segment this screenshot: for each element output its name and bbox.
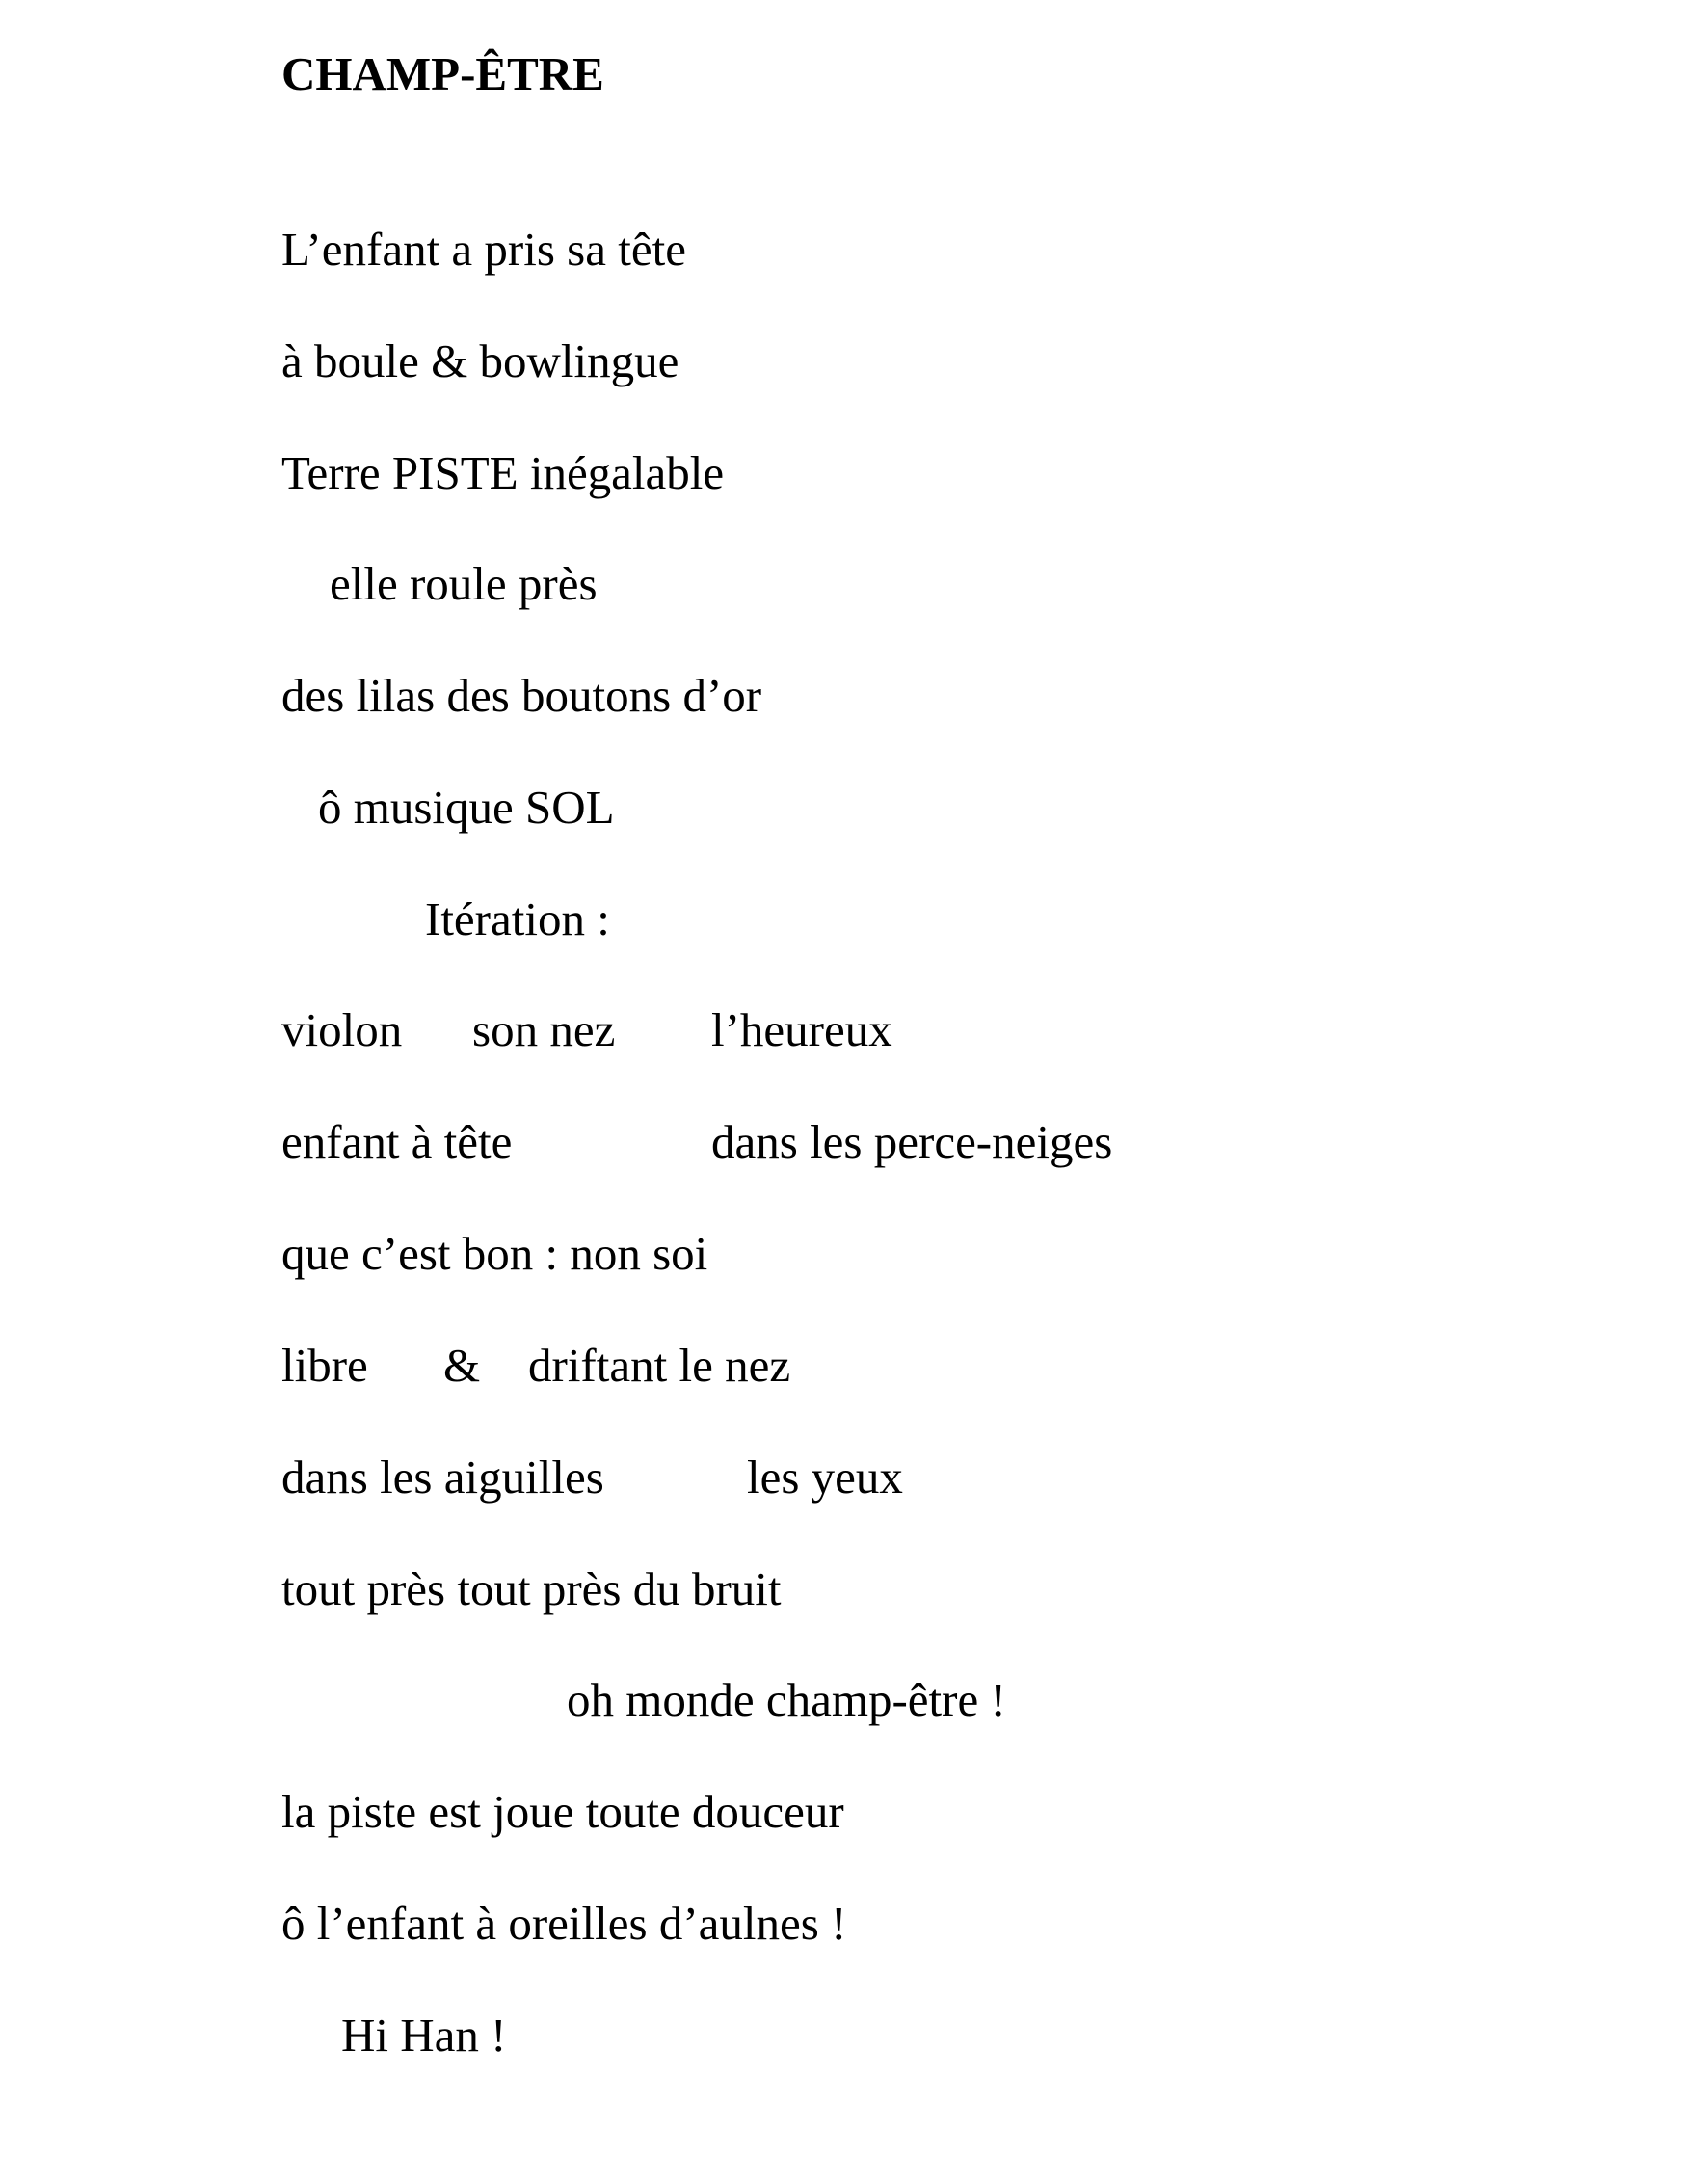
poem-line-11-part-3: driftant le nez [528,1339,791,1392]
poem-line-9-part-1: enfant à tête [281,1115,513,1168]
poem-line-15: la piste est joue toute douceur [281,1785,844,1838]
poem-line-16: ô l’enfant à oreilles d’aulnes ! [281,1897,847,1950]
poem-line-2: à boule & bowlingue [281,334,679,387]
poem-title: CHAMP-ÊTRE [281,47,604,100]
poem-line-5: des lilas des boutons d’or [281,669,762,722]
poem-line-9 [0,1115,1703,1176]
poem-line-11-part-2: & [443,1339,481,1392]
poem-line-11-part-1: libre [281,1339,368,1392]
poem-line-13: tout près tout près du bruit [281,1562,782,1615]
poem-line-8-part-3: l’heureux [711,1003,892,1056]
poem-line-17: Hi Han ! [341,2009,507,2062]
poem-line-7: Itération : [425,892,610,946]
poem-line-1: L’enfant a pris sa tête [281,223,686,276]
poem-line-12-part-2: les yeux [747,1451,903,1504]
poem-line-6: ô musique SOL [318,781,615,834]
poem-line-14: oh monde champ-être ! [567,1673,1006,1726]
poem-line-3: Terre PISTE inégalable [281,446,725,499]
poem-line-8 [0,1003,1703,1064]
poem-line-8-part-1: violon [281,1003,403,1056]
poem-line-12-part-1: dans les aiguilles [281,1451,604,1504]
poem-line-4: elle roule près [330,557,598,610]
poem-line-12 [0,1453,1703,1511]
poem-line-10: que c’est bon : non soi [281,1227,708,1280]
poem-line-11 [0,1339,1703,1399]
poem-line-8-part-2: son nez [472,1003,616,1056]
poem-line-9-part-2: dans les perce-neiges [711,1115,1113,1168]
